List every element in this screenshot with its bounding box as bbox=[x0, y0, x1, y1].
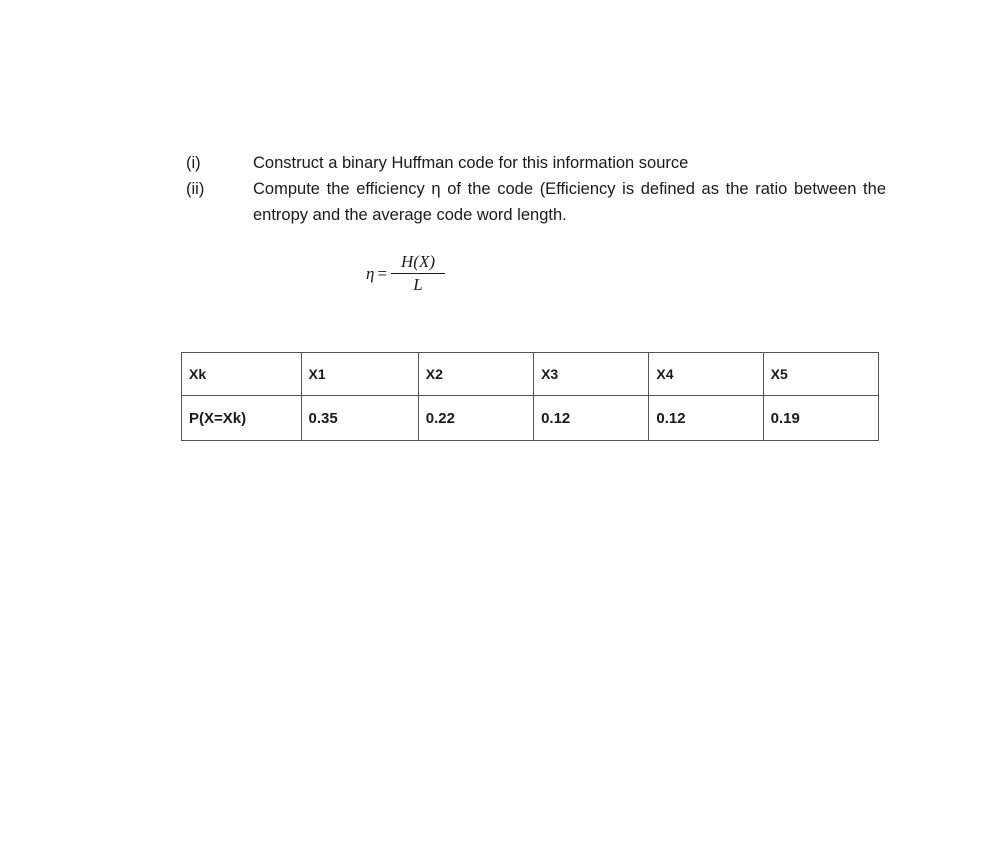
question-item-1 bbox=[186, 150, 886, 176]
probability-cell: 0.19 bbox=[763, 396, 878, 441]
row-header-symbol: Xk bbox=[182, 353, 302, 396]
formula-lhs: η bbox=[366, 264, 375, 283]
table-row-probabilities bbox=[182, 396, 879, 441]
formula-numerator: H(X) bbox=[401, 252, 436, 271]
probability-table bbox=[181, 352, 879, 441]
efficiency-formula bbox=[366, 252, 445, 296]
symbol-cell: X2 bbox=[418, 353, 533, 396]
question-number: (i) bbox=[186, 154, 201, 172]
table-row-symbols bbox=[182, 353, 879, 396]
probability-cell: 0.12 bbox=[649, 396, 763, 441]
formula-fraction bbox=[391, 252, 445, 296]
question-text: Compute the efficiency η of the code (Efficiency is defined as the ratio between the entropy and the average code word length. bbox=[253, 180, 886, 224]
row-header-probability: P(X=Xk) bbox=[182, 396, 302, 441]
formula-equals: = bbox=[377, 264, 388, 283]
symbol-cell: X5 bbox=[763, 353, 878, 396]
formula-denominator: L bbox=[413, 275, 423, 294]
symbol-cell: X1 bbox=[301, 353, 418, 396]
question-item-2 bbox=[186, 176, 886, 228]
question-number: (ii) bbox=[186, 180, 205, 198]
symbol-cell: X3 bbox=[534, 353, 649, 396]
question-list bbox=[186, 150, 886, 228]
probability-cell: 0.22 bbox=[418, 396, 533, 441]
probability-cell: 0.12 bbox=[534, 396, 649, 441]
symbol-cell: X4 bbox=[649, 353, 763, 396]
question-text: Construct a binary Huffman code for this information source bbox=[253, 154, 689, 172]
probability-cell: 0.35 bbox=[301, 396, 418, 441]
